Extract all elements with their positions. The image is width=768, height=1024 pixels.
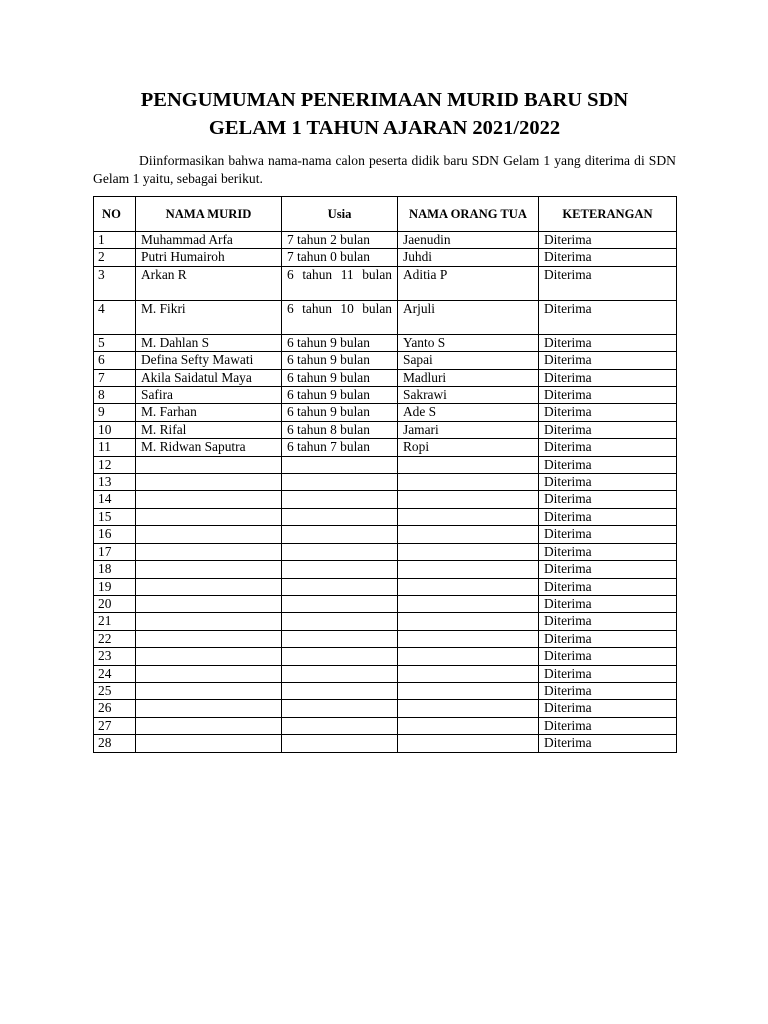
cell-usia: [282, 665, 398, 682]
cell-nama-murid: [136, 735, 282, 752]
cell-usia: 7 tahun 2 bulan: [282, 232, 398, 249]
cell-nama-orang-tua: [398, 474, 539, 491]
cell-no: 15: [94, 508, 136, 525]
cell-no: 23: [94, 648, 136, 665]
cell-usia: [282, 491, 398, 508]
table-row: [94, 456, 677, 473]
cell-nama-orang-tua: [398, 578, 539, 595]
cell-nama-orang-tua: [398, 561, 539, 578]
table-row: [94, 735, 677, 752]
table-row: [94, 334, 677, 351]
cell-usia: 6 tahun 10 bulan: [282, 300, 398, 334]
cell-nama-murid: [136, 526, 282, 543]
cell-nama-orang-tua: Sakrawi: [398, 387, 539, 404]
cell-keterangan: Diterima: [539, 266, 677, 300]
cell-no: 7: [94, 369, 136, 386]
table-row: [94, 352, 677, 369]
cell-keterangan: Diterima: [539, 249, 677, 266]
page-title: [93, 86, 676, 142]
cell-keterangan: Diterima: [539, 474, 677, 491]
cell-keterangan: Diterima: [539, 439, 677, 456]
cell-nama-murid: [136, 613, 282, 630]
cell-nama-orang-tua: Yanto S: [398, 334, 539, 351]
cell-no: 8: [94, 387, 136, 404]
cell-no: 2: [94, 249, 136, 266]
cell-no: 6: [94, 352, 136, 369]
cell-nama-orang-tua: [398, 682, 539, 699]
cell-keterangan: Diterima: [539, 352, 677, 369]
table-row: [94, 232, 677, 249]
cell-keterangan: Diterima: [539, 491, 677, 508]
cell-nama-murid: [136, 561, 282, 578]
cell-nama-orang-tua: Jaenudin: [398, 232, 539, 249]
cell-usia: 6 tahun 9 bulan: [282, 369, 398, 386]
cell-no: 5: [94, 334, 136, 351]
table-row: [94, 369, 677, 386]
cell-usia: 6 tahun 7 bulan: [282, 439, 398, 456]
cell-usia: [282, 456, 398, 473]
cell-keterangan: Diterima: [539, 232, 677, 249]
cell-usia: [282, 682, 398, 699]
cell-nama-orang-tua: Sapai: [398, 352, 539, 369]
cell-nama-murid: [136, 508, 282, 525]
table-row: [94, 613, 677, 630]
cell-usia: [282, 735, 398, 752]
cell-no: 11: [94, 439, 136, 456]
table-row: [94, 700, 677, 717]
table-row: [94, 717, 677, 734]
cell-usia: [282, 578, 398, 595]
document-page: [93, 86, 676, 751]
table-row: [94, 665, 677, 682]
cell-keterangan: Diterima: [539, 387, 677, 404]
admission-table: [93, 196, 677, 753]
cell-keterangan: Diterima: [539, 369, 677, 386]
cell-nama-murid: [136, 578, 282, 595]
cell-no: 3: [94, 266, 136, 300]
cell-nama-murid: M. Fikri: [136, 300, 282, 334]
table-header-row: [94, 197, 677, 232]
table-row: [94, 491, 677, 508]
cell-nama-murid: Arkan R: [136, 266, 282, 300]
cell-keterangan: Diterima: [539, 508, 677, 525]
cell-nama-murid: [136, 665, 282, 682]
cell-usia: [282, 630, 398, 647]
intro-paragraph: Diinformasikan bahwa nama-nama calon peserta didik baru SDN Gelam 1 yang diterima di SDN Gelam 1 yaitu, sebagai berikut.: [93, 153, 676, 186]
cell-usia: [282, 595, 398, 612]
cell-nama-orang-tua: Ade S: [398, 404, 539, 421]
cell-usia: [282, 526, 398, 543]
table-row: [94, 526, 677, 543]
cell-usia: 6 tahun 8 bulan: [282, 421, 398, 438]
cell-nama-orang-tua: [398, 613, 539, 630]
cell-no: 18: [94, 561, 136, 578]
cell-nama-murid: [136, 682, 282, 699]
cell-keterangan: Diterima: [539, 648, 677, 665]
cell-nama-orang-tua: [398, 630, 539, 647]
cell-no: 4: [94, 300, 136, 334]
cell-nama-murid: [136, 543, 282, 560]
cell-usia: [282, 508, 398, 525]
cell-no: 25: [94, 682, 136, 699]
table-row: [94, 439, 677, 456]
cell-nama-murid: [136, 700, 282, 717]
cell-keterangan: Diterima: [539, 334, 677, 351]
cell-nama-orang-tua: [398, 456, 539, 473]
cell-keterangan: Diterima: [539, 595, 677, 612]
table-row: [94, 508, 677, 525]
cell-usia: [282, 700, 398, 717]
cell-keterangan: Diterima: [539, 735, 677, 752]
cell-nama-orang-tua: [398, 717, 539, 734]
cell-usia: [282, 543, 398, 560]
cell-nama-orang-tua: Madluri: [398, 369, 539, 386]
cell-no: 19: [94, 578, 136, 595]
table-row: [94, 404, 677, 421]
table-row: [94, 387, 677, 404]
cell-keterangan: Diterima: [539, 613, 677, 630]
cell-nama-orang-tua: Ropi: [398, 439, 539, 456]
cell-nama-murid: M. Dahlan S: [136, 334, 282, 351]
cell-nama-murid: Akila Saidatul Maya: [136, 369, 282, 386]
cell-keterangan: Diterima: [539, 682, 677, 699]
cell-no: 26: [94, 700, 136, 717]
cell-nama-murid: M. Farhan: [136, 404, 282, 421]
cell-nama-orang-tua: Arjuli: [398, 300, 539, 334]
table-row: [94, 249, 677, 266]
cell-usia: [282, 648, 398, 665]
cell-keterangan: Diterima: [539, 456, 677, 473]
cell-nama-murid: [136, 491, 282, 508]
cell-keterangan: Diterima: [539, 404, 677, 421]
cell-nama-orang-tua: [398, 648, 539, 665]
table-row: [94, 266, 677, 300]
cell-keterangan: Diterima: [539, 665, 677, 682]
cell-usia: 6 tahun 9 bulan: [282, 387, 398, 404]
cell-usia: [282, 717, 398, 734]
cell-nama-murid: M. Ridwan Saputra: [136, 439, 282, 456]
cell-no: 28: [94, 735, 136, 752]
table-row: [94, 543, 677, 560]
cell-usia: 6 tahun 11 bulan: [282, 266, 398, 300]
cell-no: 24: [94, 665, 136, 682]
cell-nama-murid: [136, 474, 282, 491]
cell-keterangan: Diterima: [539, 543, 677, 560]
cell-nama-orang-tua: Juhdi: [398, 249, 539, 266]
cell-nama-murid: [136, 456, 282, 473]
cell-usia: 6 tahun 9 bulan: [282, 334, 398, 351]
cell-nama-murid: Defina Sefty Mawati: [136, 352, 282, 369]
cell-keterangan: Diterima: [539, 300, 677, 334]
cell-keterangan: Diterima: [539, 526, 677, 543]
cell-nama-orang-tua: [398, 595, 539, 612]
cell-keterangan: Diterima: [539, 700, 677, 717]
table-row: [94, 648, 677, 665]
table-row: [94, 682, 677, 699]
cell-no: 22: [94, 630, 136, 647]
cell-no: 27: [94, 717, 136, 734]
cell-keterangan: Diterima: [539, 421, 677, 438]
cell-keterangan: Diterima: [539, 561, 677, 578]
cell-usia: [282, 474, 398, 491]
cell-nama-murid: [136, 648, 282, 665]
title-line-2: GELAM 1 TAHUN AJARAN 2021/2022: [208, 117, 561, 139]
table-row: [94, 561, 677, 578]
table-row: [94, 474, 677, 491]
table-row: [94, 300, 677, 334]
cell-no: 14: [94, 491, 136, 508]
cell-nama-orang-tua: [398, 508, 539, 525]
header-usia: Usia: [282, 197, 398, 232]
cell-nama-orang-tua: [398, 491, 539, 508]
cell-nama-murid: Muhammad Arfa: [136, 232, 282, 249]
cell-no: 16: [94, 526, 136, 543]
cell-no: 10: [94, 421, 136, 438]
cell-nama-murid: [136, 595, 282, 612]
cell-usia: [282, 613, 398, 630]
cell-no: 12: [94, 456, 136, 473]
cell-no: 9: [94, 404, 136, 421]
title-line-1: PENGUMUMAN PENERIMAAN MURID BARU SDN: [140, 89, 629, 111]
cell-nama-orang-tua: [398, 700, 539, 717]
cell-usia: 7 tahun 0 bulan: [282, 249, 398, 266]
header-nama-murid: NAMA MURID: [136, 197, 282, 232]
cell-no: 21: [94, 613, 136, 630]
table-row: [94, 630, 677, 647]
cell-nama-orang-tua: [398, 665, 539, 682]
header-no: NO: [94, 197, 136, 232]
cell-nama-murid: [136, 630, 282, 647]
cell-nama-murid: Safira: [136, 387, 282, 404]
cell-nama-orang-tua: Aditia P: [398, 266, 539, 300]
cell-nama-orang-tua: [398, 526, 539, 543]
cell-keterangan: Diterima: [539, 717, 677, 734]
cell-usia: 6 tahun 9 bulan: [282, 352, 398, 369]
cell-nama-murid: Putri Humairoh: [136, 249, 282, 266]
cell-usia: 6 tahun 9 bulan: [282, 404, 398, 421]
table-row: [94, 595, 677, 612]
cell-no: 13: [94, 474, 136, 491]
header-keterangan: KETERANGAN: [539, 197, 677, 232]
cell-no: 20: [94, 595, 136, 612]
cell-nama-murid: [136, 717, 282, 734]
table-row: [94, 578, 677, 595]
table-body: [94, 232, 677, 753]
header-nama-orang-tua: NAMA ORANG TUA: [398, 197, 539, 232]
cell-keterangan: Diterima: [539, 578, 677, 595]
table-row: [94, 421, 677, 438]
cell-no: 1: [94, 232, 136, 249]
cell-no: 17: [94, 543, 136, 560]
cell-keterangan: Diterima: [539, 630, 677, 647]
cell-nama-murid: M. Rifal: [136, 421, 282, 438]
cell-usia: [282, 561, 398, 578]
cell-nama-orang-tua: [398, 735, 539, 752]
cell-nama-orang-tua: Jamari: [398, 421, 539, 438]
cell-nama-orang-tua: [398, 543, 539, 560]
